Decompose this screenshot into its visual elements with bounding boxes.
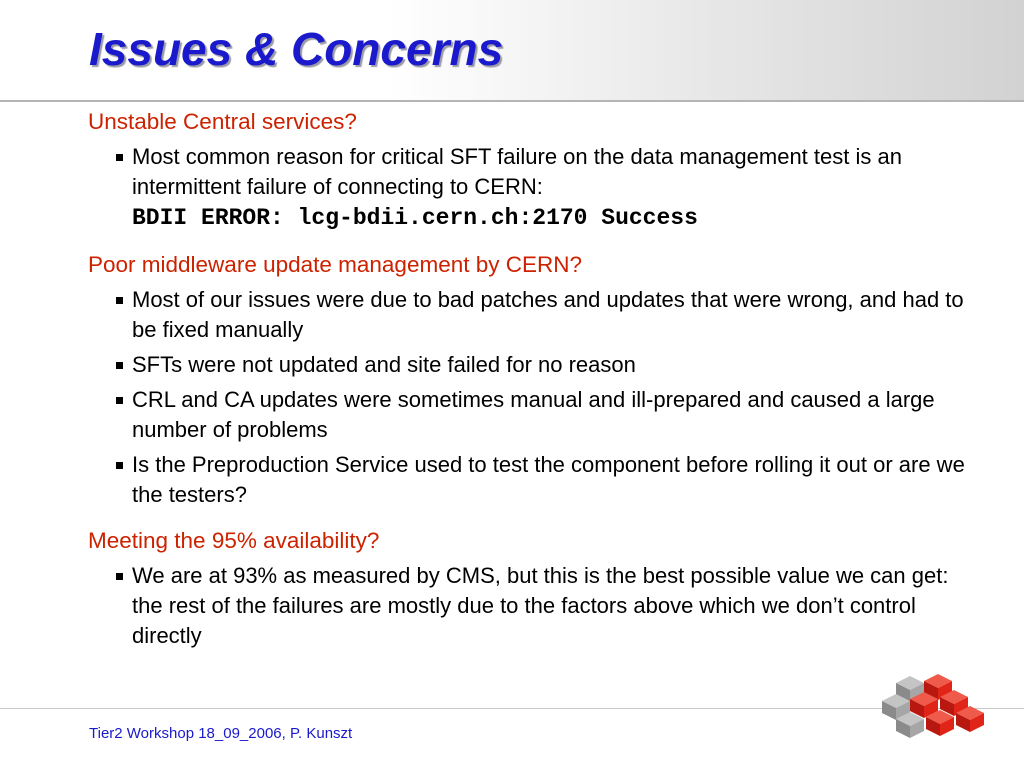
list-item [88, 350, 968, 380]
section-heading-middleware: Poor middleware update management by CERN? [88, 252, 583, 277]
list-item [88, 142, 968, 234]
section-heading-central-services: Unstable Central services? [88, 109, 357, 134]
bullet-list-availability [88, 561, 968, 651]
list-item [88, 285, 968, 345]
footer-divider [0, 708, 1024, 709]
section-heading-availability: Meeting the 95% availability? [88, 528, 380, 553]
footer-text: Tier2 Workshop 18_09_2006, P. Kunszt [89, 725, 353, 742]
bullet-text: SFTs were not updated and site failed for no reason [132, 352, 636, 377]
list-item [88, 450, 968, 510]
bullet-list-central-services [88, 142, 968, 234]
list-item [88, 561, 968, 651]
list-item [88, 385, 968, 445]
bullet-text: CRL and CA updates were sometimes manual and ill-prepared and caused a large number of problems [132, 387, 935, 442]
bullet-text: We are at 93% as measured by CMS, but this is the best possible value we can get: the rest of the failures are mostly due to the factors above which we don’t control directly [132, 563, 949, 648]
slide-content [88, 107, 968, 651]
bullet-text: Most of our issues were due to bad patches and updates that were wrong, and had to be fixed manually [132, 287, 964, 342]
square-bullet-icon [116, 362, 123, 369]
bullet-text: Is the Preproduction Service used to test the component before rolling it out or are we the testers? [132, 452, 965, 507]
error-code-text: BDII ERROR: lcg-bdii.cern.ch:2170 Success [132, 205, 698, 231]
cubes-logo-icon [880, 668, 992, 746]
title-divider [0, 100, 1024, 102]
square-bullet-icon [116, 154, 123, 161]
square-bullet-icon [116, 462, 123, 469]
slide-title: Issues & Concerns [89, 23, 504, 75]
square-bullet-icon [116, 397, 123, 404]
bullet-list-middleware [88, 285, 968, 510]
square-bullet-icon [116, 573, 123, 580]
square-bullet-icon [116, 297, 123, 304]
bullet-text: Most common reason for critical SFT failure on the data management test is an intermittent failure of connecting to CERN: [132, 144, 902, 199]
